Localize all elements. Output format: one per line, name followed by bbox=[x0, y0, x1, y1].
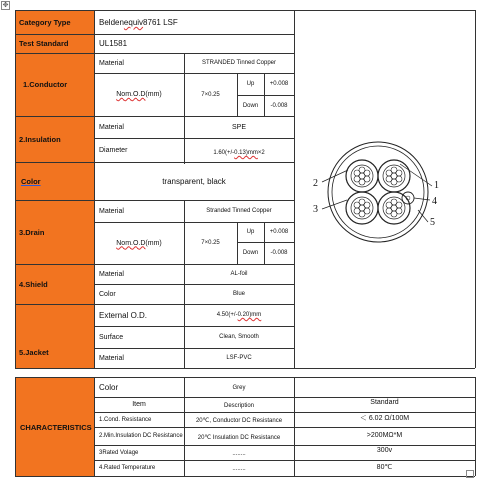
insulation-material-value: SPE bbox=[231, 123, 246, 131]
conductor-bottom-left bbox=[346, 192, 378, 224]
row-1-standard: ＜ 6.02 Ω/100M bbox=[359, 415, 410, 422]
drain-down-value: -0.008 bbox=[270, 250, 288, 256]
header-item: Item bbox=[132, 400, 146, 408]
shield-color-value: Blue bbox=[232, 291, 245, 297]
color-label: Color bbox=[21, 176, 41, 186]
shield-label: 4.Shield bbox=[19, 279, 48, 289]
drain-material-value: Stranded Tinned Copper bbox=[206, 208, 272, 214]
insulation-diameter-value: 1.60(+/- 0.13)mm ×2 bbox=[213, 150, 265, 156]
shield-material-value: AL-foil bbox=[230, 271, 248, 277]
conductor-up-value: +0.008 bbox=[269, 81, 289, 87]
row-3-standard: 300v bbox=[376, 447, 393, 454]
callout-3: 3 bbox=[313, 204, 318, 215]
test-standard-value: UL1581 bbox=[99, 39, 128, 48]
row-2-item: 2.Min.Insulation DC Resistance bbox=[99, 432, 183, 439]
conductor-nom-value: 7×0.25 bbox=[201, 91, 220, 98]
row-3-description: ........ bbox=[232, 450, 246, 457]
insulation-label: 2.Insulation bbox=[19, 134, 61, 144]
callout-1: 1 bbox=[434, 180, 439, 191]
drain-up-label: Up bbox=[246, 229, 255, 235]
jacket-external-value: 4.50(+/- 0.20)mm bbox=[216, 312, 262, 318]
jacket-external-label: External O.D. bbox=[99, 310, 148, 320]
callout-2: 2 bbox=[313, 178, 318, 189]
conductor-label: 1.Conductor bbox=[23, 80, 68, 89]
row-4-description: ........ bbox=[232, 466, 246, 472]
conductor-down-value: -0.008 bbox=[270, 102, 288, 109]
drain-label: 3.Drain bbox=[19, 227, 45, 237]
jacket-label: 5.Jacket bbox=[19, 348, 49, 357]
row-3-item: 3Rated Volage bbox=[99, 449, 139, 456]
move-handle-icon[interactable]: ✥ bbox=[2, 2, 9, 9]
drain-up-value: +0.008 bbox=[269, 229, 289, 235]
row-2-description: 20℃ Insulation DC Resistance bbox=[197, 434, 281, 441]
cable-cross-section-diagram bbox=[300, 130, 460, 260]
jacket-surface-label: Surface bbox=[99, 333, 124, 341]
row-2-standard: >200MΩ*M bbox=[366, 431, 403, 439]
header-standard: Standard bbox=[370, 398, 399, 406]
conductor-material-label: Material bbox=[99, 59, 124, 67]
insulation-diameter-label: Diameter bbox=[99, 146, 128, 154]
conductor-bottom-right bbox=[378, 192, 410, 224]
drain-down-label: Down bbox=[242, 250, 259, 256]
conductor-material-value: STRANDED Tinned Copper bbox=[201, 60, 277, 66]
color-value: transparent, black bbox=[162, 176, 226, 186]
row-1-item: 1.Cond. Resistance bbox=[99, 417, 152, 423]
drain-nom-label: Nom.O.D (mm) bbox=[116, 239, 162, 247]
conductor-top-right bbox=[378, 160, 410, 192]
conductor-nom-label: Nom.O.D (mm) bbox=[116, 91, 162, 98]
category-type-label: Category Type bbox=[19, 18, 71, 27]
leader-2 bbox=[322, 170, 348, 182]
insulation-material-label: Material bbox=[99, 123, 124, 131]
jacket-material-value: LSF-PVC bbox=[226, 355, 252, 361]
callout-4: 4 bbox=[432, 196, 437, 207]
header-description: Description bbox=[223, 403, 254, 409]
category-type-value: Belden equiv 8761 LSF bbox=[99, 18, 178, 27]
row-1-description: 20℃, Conductor DC Resistance bbox=[195, 417, 283, 424]
row-4-item: 4.Rated Temperature bbox=[99, 465, 156, 471]
characteristics-color-value: Grey bbox=[232, 384, 246, 391]
test-standard-label: Test Standard bbox=[19, 39, 69, 48]
jacket-material-label: Material bbox=[99, 354, 124, 362]
drain-wire bbox=[402, 192, 414, 204]
characteristics-color-label: Color bbox=[99, 383, 119, 392]
conductor-down-label: Down bbox=[242, 102, 259, 109]
jacket-surface-value: Clean, Smooth bbox=[219, 334, 259, 340]
shield-color-label: Color bbox=[99, 290, 116, 298]
resize-handle-icon[interactable] bbox=[466, 470, 474, 478]
characteristics-label: CHARACTERISTICS bbox=[20, 422, 92, 432]
jacket-circle bbox=[328, 142, 428, 242]
callout-5: 5 bbox=[430, 217, 435, 228]
row-4-standard: 80℃ bbox=[376, 463, 393, 471]
drain-material-label: Material bbox=[99, 207, 124, 215]
conductor-up-label: Up bbox=[246, 81, 255, 87]
conductor-top-left bbox=[346, 160, 378, 192]
drain-nom-value: 7×0.25 bbox=[201, 240, 220, 246]
shield-material-label: Material bbox=[99, 270, 124, 278]
